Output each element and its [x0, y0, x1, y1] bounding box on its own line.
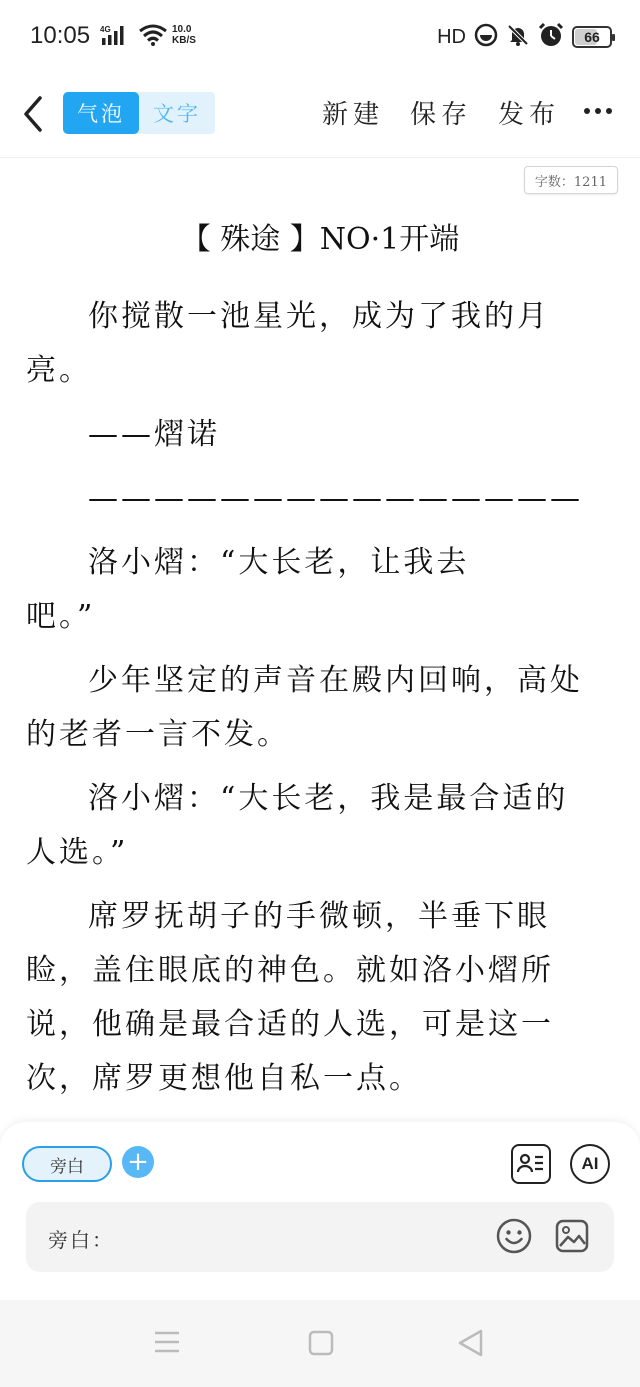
paragraph[interactable]: 少年坚定的声音在殿内回响，高处的老者一言不发。 [26, 663, 583, 752]
document-title[interactable]: 【 殊途 】NO·1开端 [180, 222, 460, 257]
new-button[interactable]: 新建 [321, 100, 384, 130]
image-icon[interactable] [554, 1218, 590, 1254]
cellular-signal-icon [100, 24, 132, 50]
network-speed: 10.0 KB/S [172, 24, 196, 46]
tab-text[interactable]: 文字 [153, 102, 201, 126]
toolbar-actions [322, 94, 560, 131]
add-role-button[interactable]: + [122, 1146, 154, 1178]
status-right-group [437, 22, 612, 52]
dialogue-input-field[interactable] [26, 1202, 614, 1272]
paragraph[interactable]: 席罗抚胡子的手微顿，半垂下眼睑，盖住眼底的神色。就如洛小熠所说，他确是最合适的人选，可是这一次，席罗更想他自私一点。 [26, 899, 554, 1096]
alarm-icon [538, 22, 564, 52]
paragraph[interactable]: ——熠诺 [88, 417, 220, 452]
emoji-icon[interactable] [496, 1218, 532, 1254]
input-role-label: 旁白： [48, 1228, 114, 1252]
wifi-icon [138, 24, 168, 50]
bell-muted-icon [506, 23, 530, 51]
battery-icon [572, 26, 612, 48]
more-options-icon[interactable] [584, 108, 612, 114]
status-bar [0, 0, 640, 72]
paragraph[interactable]: 洛小熠：“大长老，让我去吧。” [26, 545, 470, 634]
tab-bubble[interactable]: 气泡 [63, 92, 139, 134]
battery-level: 66 [584, 29, 600, 45]
system-nav-bar [0, 1300, 640, 1387]
paragraph-divider[interactable]: ——————————————— [88, 481, 583, 516]
editor-toolbar [0, 72, 640, 158]
status-time: 10:05 [30, 22, 91, 49]
paragraph[interactable]: 你搅散一池星光，成为了我的月亮。 [26, 299, 550, 388]
contact-card-icon[interactable] [511, 1144, 551, 1184]
publish-button[interactable]: 发布 [497, 100, 560, 130]
menu-icon[interactable] [154, 1330, 180, 1358]
paragraph[interactable]: 洛小熠：“大长老，我是最合适的人选。” [26, 781, 569, 870]
eye-comfort-icon [474, 23, 498, 51]
save-button[interactable]: 保存 [409, 100, 472, 130]
home-icon[interactable] [308, 1330, 334, 1360]
role-chip-narration[interactable]: 旁白 [22, 1146, 112, 1182]
ai-assistant-button[interactable]: AI [570, 1144, 610, 1184]
hd-indicator: HD [437, 25, 466, 48]
back-triangle-icon[interactable] [456, 1328, 484, 1362]
network-type: 4G [100, 25, 111, 34]
back-arrow-icon[interactable] [18, 94, 48, 134]
composer-panel [0, 1122, 640, 1300]
document-body[interactable] [26, 290, 600, 1116]
mode-segmented-control [63, 92, 215, 134]
word-count-badge: 字数：1211 [524, 166, 618, 194]
